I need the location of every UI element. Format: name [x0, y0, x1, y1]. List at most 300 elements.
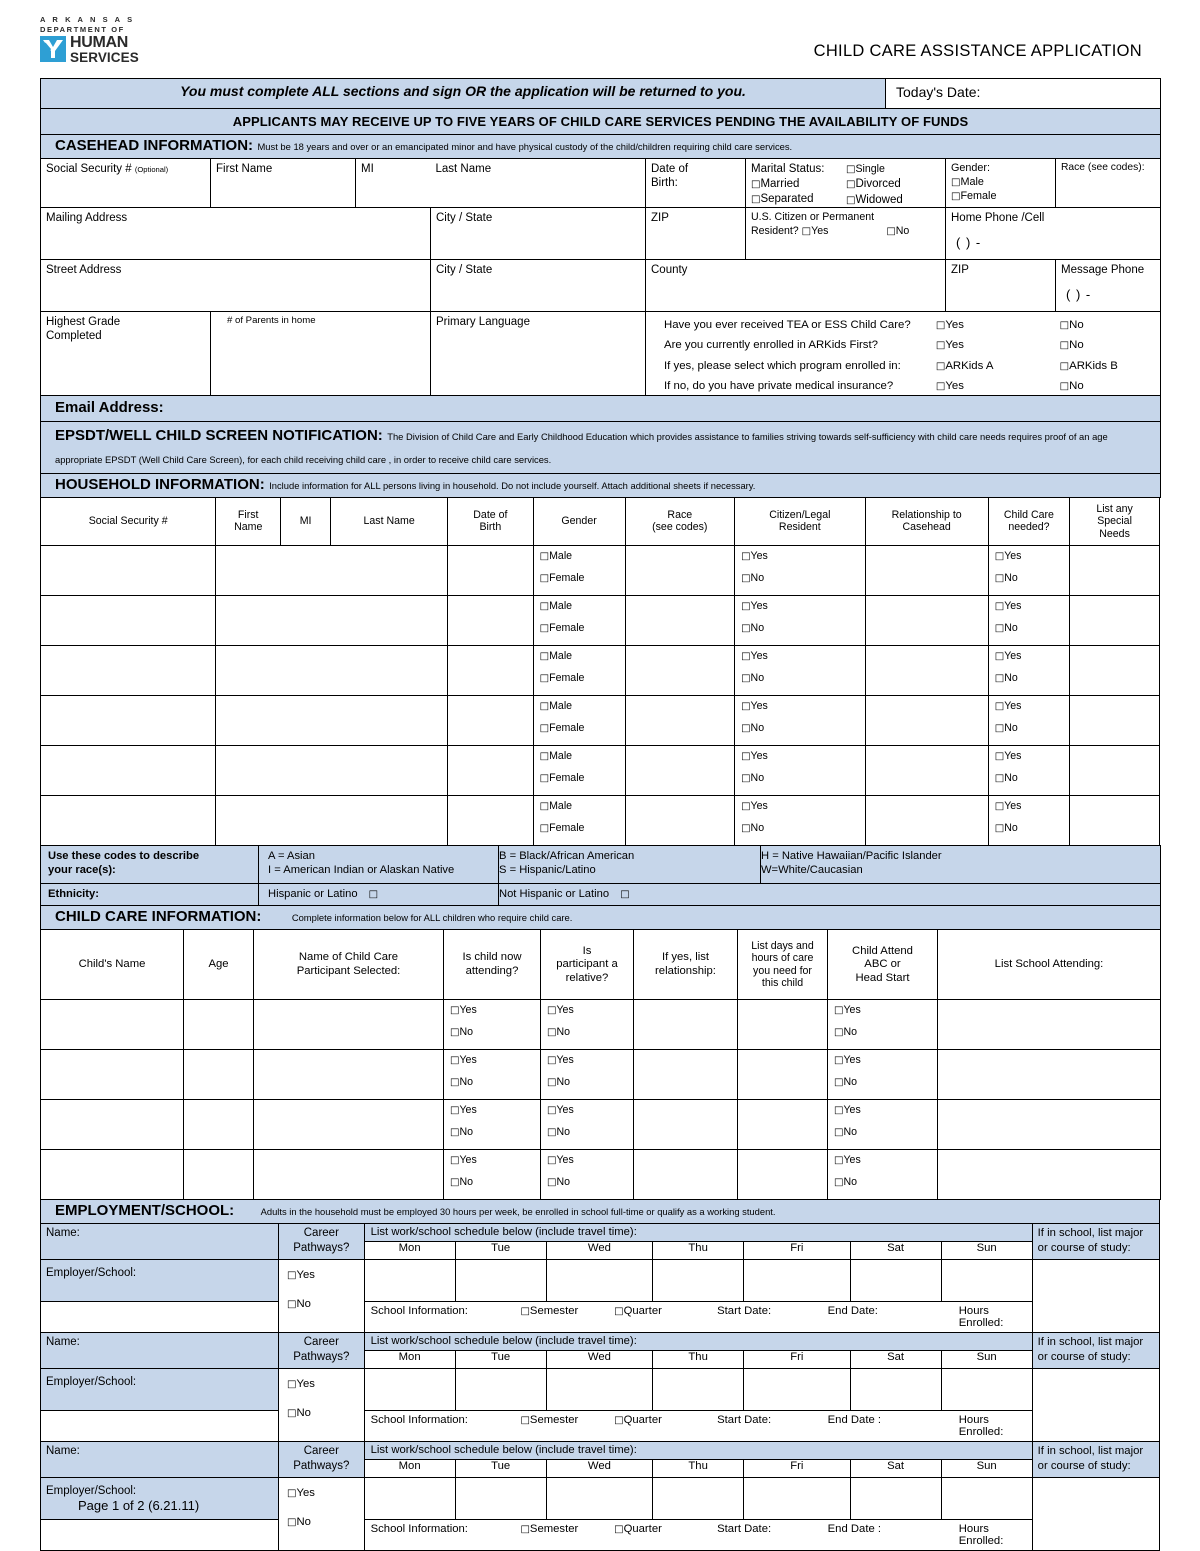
household-citizen-cell[interactable]: □Yes □No [735, 645, 865, 695]
mi-field[interactable] [356, 158, 431, 208]
checkbox-icon[interactable]: □ [539, 650, 550, 662]
schedule-cell-thu[interactable] [653, 1260, 744, 1302]
checkbox-icon[interactable]: □ [994, 600, 1005, 612]
childcare-days-hours-cell[interactable] [738, 1000, 828, 1050]
schedule-cell-sun[interactable] [941, 1478, 1032, 1520]
ssn-field[interactable] [41, 158, 211, 208]
checkbox-icon[interactable]: □ [1059, 320, 1070, 331]
checkbox-icon[interactable]: □ [539, 672, 550, 684]
question-text: Have you ever received TEA or ESS Child Care? [664, 319, 911, 331]
checkbox-icon[interactable]: □ [741, 722, 751, 734]
street-zip-field[interactable] [946, 260, 1056, 312]
career-pathways-options-cell[interactable]: □Yes □No [279, 1260, 365, 1333]
schedule-cell-thu[interactable] [653, 1369, 744, 1411]
childcare-abc-cell[interactable]: □Yes □No [828, 1050, 938, 1100]
checkbox-icon[interactable]: □ [834, 1177, 844, 1189]
highest-grade-label-line1: Highest Grade [46, 316, 121, 328]
childcare-days-hours-cell[interactable] [738, 1150, 828, 1200]
race-codes-col1: A = Asian I = American Indian or Alaskan Native [259, 845, 499, 883]
checkbox-icon[interactable]: □ [741, 700, 751, 712]
street-address-field[interactable] [41, 260, 431, 312]
question-option-1[interactable]: □Yes [935, 319, 964, 331]
gender-female-checkbox[interactable]: □ [951, 191, 961, 203]
childcare-attending-cell[interactable]: □Yes □No [444, 1150, 541, 1200]
email-address-field[interactable] [41, 395, 1161, 421]
childcare-relative-cell[interactable]: □Yes □No [541, 1000, 634, 1050]
household-citizen-cell[interactable]: □Yes □No [735, 795, 865, 845]
household-name-cell[interactable] [216, 795, 448, 845]
household-race-cell[interactable] [625, 545, 735, 595]
semester-option[interactable]: □Semester [520, 1305, 579, 1318]
checkbox-icon[interactable]: □ [834, 1005, 844, 1017]
checkbox-icon[interactable]: □ [547, 1127, 557, 1139]
citizen-yes-checkbox[interactable]: □ [801, 225, 812, 237]
household-race-cell[interactable] [625, 595, 735, 645]
childcare-school-cell[interactable] [938, 1000, 1161, 1050]
checkbox-icon[interactable]: □ [935, 381, 946, 393]
street-city-state-field[interactable] [431, 260, 646, 312]
schedule-cell-wed[interactable] [546, 1260, 652, 1302]
career-pathways-no-checkbox[interactable]: □ [287, 1516, 297, 1528]
employment-block [40, 1441, 1160, 1551]
household-special-needs-cell[interactable] [1070, 595, 1160, 645]
checkbox-icon[interactable]: □ [539, 800, 550, 812]
schedule-cell-tue[interactable] [455, 1260, 546, 1302]
childcare-name-cell[interactable] [41, 1100, 184, 1150]
household-col-last-name: Last Name [331, 497, 448, 545]
employer-entry-cell[interactable] [41, 1520, 279, 1551]
availability-cell [41, 108, 1161, 134]
household-gender-cell[interactable]: □Male □Female [533, 595, 625, 645]
quarter-checkbox[interactable]: □ [614, 1524, 624, 1536]
checkbox-icon[interactable]: □ [741, 822, 751, 834]
childcare-row [41, 1150, 1161, 1200]
household-dob-cell[interactable] [448, 745, 534, 795]
childcare-school-cell[interactable] [938, 1050, 1161, 1100]
checkbox-icon[interactable]: □ [935, 340, 946, 352]
first-name-label: First Name [216, 162, 273, 175]
childcare-name-cell[interactable] [41, 1050, 184, 1100]
household-gender-cell[interactable]: □Male □Female [533, 645, 625, 695]
checkbox-icon[interactable]: □ [450, 1055, 460, 1067]
marital-married-checkbox[interactable]: □ [751, 178, 761, 190]
checkbox-icon[interactable]: □ [994, 572, 1005, 584]
schedule-cell-sun[interactable] [941, 1369, 1032, 1411]
major-entry-cell[interactable] [1032, 1260, 1159, 1333]
household-ssn-cell[interactable] [41, 695, 216, 745]
checkbox-icon[interactable]: □ [547, 1077, 557, 1089]
checkbox-icon[interactable]: □ [741, 572, 751, 584]
household-race-cell[interactable] [625, 745, 735, 795]
quarter-option[interactable]: □Quarter [614, 1305, 662, 1318]
career-pathways-no-checkbox[interactable]: □ [287, 1298, 297, 1310]
day-header-mon: Mon [364, 1351, 455, 1369]
schedule-label-cell: List work/school schedule below (include travel time): [364, 1442, 1032, 1460]
checkbox-icon[interactable]: □ [834, 1105, 844, 1117]
household-ssn-cell[interactable] [41, 545, 216, 595]
schedule-cell-fri[interactable] [744, 1478, 850, 1520]
household-citizen-cell[interactable]: □Yes □No [735, 695, 865, 745]
checkbox-icon[interactable]: □ [539, 700, 550, 712]
childcare-attending-cell[interactable]: □Yes □No [444, 1000, 541, 1050]
end-date-label: End Date : [827, 1523, 882, 1536]
question-option-2[interactable]: □ARKids B [1059, 359, 1118, 372]
checkbox-icon[interactable]: □ [741, 650, 751, 662]
last-name-field[interactable] [431, 158, 646, 208]
schedule-cell-fri[interactable] [744, 1260, 850, 1302]
household-gender-cell[interactable]: □Male □Female [533, 795, 625, 845]
checkbox-icon[interactable]: □ [1059, 381, 1070, 393]
major-label-cell[interactable]: If in school, list major or course of study: [1032, 1333, 1159, 1369]
gender-field[interactable] [946, 158, 1056, 208]
household-citizen-cell[interactable]: □Yes □No [735, 595, 865, 645]
checkbox-icon[interactable]: □ [994, 750, 1005, 762]
employment-title: EMPLOYMENT/SCHOOL: [55, 1202, 235, 1220]
childcare-name-cell[interactable] [41, 1150, 184, 1200]
checkbox-icon[interactable]: □ [539, 750, 550, 762]
childcare-participant-cell[interactable] [254, 1000, 444, 1050]
household-name-cell[interactable] [216, 545, 448, 595]
checkbox-icon[interactable]: □ [1059, 340, 1070, 352]
household-gender-cell[interactable]: □Male □Female [533, 545, 625, 595]
checkbox-icon[interactable]: □ [450, 1177, 460, 1189]
household-ssn-cell[interactable] [41, 795, 216, 845]
household-special-needs-cell[interactable] [1070, 695, 1160, 745]
household-name-cell[interactable] [216, 595, 448, 645]
household-dob-cell[interactable] [448, 695, 534, 745]
race-field[interactable] [1056, 158, 1161, 208]
message-phone-field[interactable] [1056, 260, 1161, 312]
household-name-cell[interactable] [216, 645, 448, 695]
childcare-abc-cell[interactable]: □Yes □No [828, 1000, 938, 1050]
childcare-col-participant: Name of Child Care Participant Selected: [254, 930, 444, 1000]
employer-school-cell[interactable]: Employer/School: [41, 1369, 279, 1411]
schedule-cell-sat[interactable] [850, 1260, 941, 1302]
childcare-days-hours-cell[interactable] [738, 1050, 828, 1100]
checkbox-icon[interactable]: □ [547, 1177, 557, 1189]
childcare-col-age: Age [184, 930, 254, 1000]
schedule-cell-wed[interactable] [546, 1478, 652, 1520]
household-relationship-cell[interactable] [865, 595, 988, 645]
major-entry-cell[interactable] [1032, 1478, 1159, 1551]
checkbox-icon[interactable]: □ [994, 822, 1005, 834]
childcare-age-cell[interactable] [184, 1150, 254, 1200]
checkbox-icon[interactable]: □ [547, 1055, 557, 1067]
career-pathways-options-cell[interactable]: □Yes □No [279, 1369, 365, 1442]
checkbox-icon[interactable]: □ [450, 1027, 460, 1039]
major-entry-cell[interactable] [1032, 1369, 1159, 1442]
employment-name-row [41, 1333, 1160, 1351]
gender-male-checkbox[interactable]: □ [951, 176, 961, 188]
childcare-participant-cell[interactable] [254, 1150, 444, 1200]
childcare-col-relative: Is participant a relative? [541, 930, 634, 1000]
household-childcare-cell[interactable]: □Yes □No [988, 595, 1069, 645]
county-field[interactable] [646, 260, 946, 312]
checkbox-icon[interactable]: □ [994, 650, 1005, 662]
childcare-age-cell[interactable] [184, 1000, 254, 1050]
checkbox-icon[interactable]: □ [935, 360, 946, 372]
household-col-childcare-needed: Child Care needed? [988, 497, 1069, 545]
question-option-1[interactable]: □ARKids A [935, 359, 994, 372]
checkbox-icon[interactable]: □ [539, 550, 550, 562]
household-dob-cell[interactable] [448, 795, 534, 845]
email-address-label: Email Address: [55, 398, 164, 416]
household-relationship-cell[interactable] [865, 745, 988, 795]
checkbox-icon[interactable]: □ [741, 772, 751, 784]
household-dob-cell[interactable] [448, 545, 534, 595]
career-pathways-yes-checkbox[interactable]: □ [287, 1379, 297, 1391]
marital-divorced-checkbox[interactable]: □ [846, 179, 856, 190]
todays-date-cell[interactable] [886, 79, 1161, 109]
quarter-checkbox[interactable]: □ [614, 1415, 624, 1427]
career-pathways-no-checkbox[interactable]: □ [287, 1407, 297, 1419]
childcare-abc-cell[interactable]: □Yes □No [828, 1150, 938, 1200]
checkbox-icon[interactable]: □ [539, 822, 550, 834]
childcare-days-hours-cell[interactable] [738, 1100, 828, 1150]
schedule-cell-sat[interactable] [850, 1369, 941, 1411]
schedule-cell-mon[interactable] [364, 1478, 455, 1520]
ethnicity-not-hispanic-cell[interactable] [499, 883, 1161, 906]
household-special-needs-cell[interactable] [1070, 645, 1160, 695]
household-relationship-cell[interactable] [865, 645, 988, 695]
childcare-attending-cell[interactable]: □Yes □No [444, 1100, 541, 1150]
question-option-1[interactable]: □Yes [935, 380, 964, 393]
checkbox-icon[interactable]: □ [741, 750, 751, 762]
childcare-relative-cell[interactable]: □Yes □No [541, 1100, 634, 1150]
employment-name-cell[interactable]: Name: [41, 1442, 279, 1478]
checkbox-icon[interactable]: □ [539, 622, 550, 634]
ethnicity-label-cell [41, 883, 259, 906]
employment-name-cell[interactable]: Name: [41, 1224, 279, 1260]
schedule-cell-wed[interactable] [546, 1369, 652, 1411]
checkbox-icon[interactable]: □ [547, 1155, 557, 1167]
checkbox-icon[interactable]: □ [547, 1005, 557, 1017]
childcare-relationship-cell[interactable] [634, 1000, 738, 1050]
semester-checkbox[interactable]: □ [520, 1415, 530, 1427]
checkbox-icon[interactable]: □ [741, 622, 751, 634]
checkbox-icon[interactable]: □ [1059, 360, 1070, 372]
household-relationship-cell[interactable] [865, 545, 988, 595]
marital-status-field[interactable] [746, 158, 946, 208]
childcare-section-header-row [41, 906, 1161, 930]
quarter-checkbox[interactable]: □ [614, 1306, 624, 1318]
household-dob-cell[interactable] [448, 595, 534, 645]
ethnicity-hispanic-cell[interactable] [259, 883, 499, 906]
home-phone-field[interactable] [946, 208, 1161, 260]
schedule-cell-fri[interactable] [744, 1369, 850, 1411]
household-ssn-cell[interactable] [41, 745, 216, 795]
school-information-cell[interactable] [364, 1411, 1032, 1442]
employer-entry-cell[interactable] [41, 1302, 279, 1333]
start-date-label: Start Date: [717, 1523, 772, 1536]
childcare-school-cell[interactable] [938, 1100, 1161, 1150]
household-relationship-cell[interactable] [865, 695, 988, 745]
career-pathways-yes-checkbox[interactable]: □ [287, 1488, 297, 1500]
checkbox-icon[interactable]: □ [547, 1027, 557, 1039]
childcare-relationship-cell[interactable] [634, 1100, 738, 1150]
schedule-cell-tue[interactable] [455, 1369, 546, 1411]
question-option-2[interactable]: □No [1059, 319, 1084, 331]
question-option-1[interactable]: □Yes [935, 339, 964, 352]
childcare-relative-cell[interactable]: □Yes □No [541, 1150, 634, 1200]
race-codes-col3: H = Native Hawaiian/Pacific Islander W=White/Caucasian [761, 845, 1161, 883]
childcare-table [40, 929, 1161, 1200]
employer-school-cell[interactable]: Employer/School: [41, 1260, 279, 1302]
childcare-name-cell[interactable] [41, 1000, 184, 1050]
quarter-option[interactable]: □Quarter [614, 1523, 662, 1536]
childcare-attending-cell[interactable]: □Yes □No [444, 1050, 541, 1100]
checkbox-icon[interactable]: □ [741, 800, 751, 812]
checkbox-icon[interactable]: □ [539, 600, 550, 612]
gender-label: Gender: [951, 161, 991, 174]
semester-checkbox[interactable]: □ [520, 1524, 530, 1536]
checkbox-icon[interactable]: □ [539, 572, 550, 584]
checkbox-icon[interactable]: □ [539, 722, 550, 734]
checkbox-icon[interactable]: □ [450, 1077, 460, 1089]
marital-single-checkbox[interactable]: □ [846, 163, 856, 175]
citizen-no-checkbox[interactable]: □ [886, 225, 896, 237]
checkbox-icon[interactable]: □ [539, 772, 550, 784]
schedule-cell-thu[interactable] [653, 1478, 744, 1520]
question-option-2[interactable]: □No [1059, 380, 1084, 393]
childcare-abc-cell[interactable]: □Yes □No [828, 1100, 938, 1150]
household-race-cell[interactable] [625, 645, 735, 695]
career-pathways-label-cell: Career Pathways? [279, 1224, 365, 1260]
household-childcare-cell[interactable]: □Yes □No [988, 795, 1069, 845]
checkbox-icon[interactable]: □ [994, 800, 1005, 812]
checkbox-icon[interactable]: □ [994, 550, 1005, 562]
childcare-participant-cell[interactable] [254, 1050, 444, 1100]
checkbox-icon[interactable]: □ [741, 600, 751, 612]
childcare-header-row [41, 930, 1161, 1000]
ethnicity-hispanic-checkbox[interactable]: □ [368, 888, 379, 900]
checkbox-icon[interactable]: □ [450, 1155, 460, 1167]
casehead-title: CASEHEAD INFORMATION: [55, 136, 254, 154]
household-ssn-cell[interactable] [41, 595, 216, 645]
employment-name-row [41, 1224, 1160, 1242]
primary-language-field[interactable] [431, 312, 646, 396]
household-citizen-cell[interactable]: □Yes □No [735, 745, 865, 795]
mailing-city-state-field[interactable] [431, 208, 646, 260]
career-pathways-yes-checkbox[interactable]: □ [287, 1270, 297, 1282]
checkbox-icon[interactable]: □ [450, 1105, 460, 1117]
childcare-school-cell[interactable] [938, 1150, 1161, 1200]
checkbox-icon[interactable]: □ [741, 550, 751, 562]
household-childcare-cell[interactable]: □Yes □No [988, 695, 1069, 745]
parents-in-home-field[interactable] [211, 312, 431, 396]
household-ssn-cell[interactable] [41, 645, 216, 695]
household-gender-cell[interactable]: □Male □Female [533, 695, 625, 745]
household-childcare-cell[interactable]: □Yes □No [988, 645, 1069, 695]
checkbox-icon[interactable]: □ [834, 1077, 844, 1089]
household-childcare-cell[interactable]: □Yes □No [988, 745, 1069, 795]
marital-widowed-checkbox[interactable]: □ [846, 194, 856, 206]
semester-option[interactable]: □Semester [520, 1414, 579, 1427]
marital-separated-checkbox[interactable]: □ [751, 194, 761, 206]
first-name-field[interactable] [211, 158, 356, 208]
schedule-cell-sun[interactable] [941, 1260, 1032, 1302]
checkbox-icon[interactable]: □ [834, 1155, 844, 1167]
checkbox-icon[interactable]: □ [935, 320, 946, 331]
checkbox-icon[interactable]: □ [450, 1005, 460, 1017]
dob-field[interactable] [646, 158, 746, 208]
childcare-participant-cell[interactable] [254, 1100, 444, 1150]
checkbox-icon[interactable]: □ [834, 1127, 844, 1139]
childcare-relationship-cell[interactable] [634, 1050, 738, 1100]
ethnicity-not-hispanic-checkbox[interactable]: □ [620, 888, 630, 900]
semester-checkbox[interactable]: □ [520, 1306, 530, 1318]
household-childcare-cell[interactable]: □Yes □No [988, 545, 1069, 595]
checkbox-icon[interactable]: □ [450, 1127, 460, 1139]
household-special-needs-cell[interactable] [1070, 795, 1160, 845]
household-special-needs-cell[interactable] [1070, 545, 1160, 595]
household-name-cell[interactable] [216, 745, 448, 795]
end-date-label: End Date: [827, 1305, 878, 1318]
employer-school-cell[interactable]: Employer/School: [41, 1478, 279, 1520]
schedule-cell-mon[interactable] [364, 1260, 455, 1302]
marital-separated-label: Separated [760, 193, 814, 206]
checkbox-icon[interactable]: □ [994, 622, 1005, 634]
school-information-cell[interactable] [364, 1520, 1032, 1551]
schedule-cell-tue[interactable] [455, 1478, 546, 1520]
checkbox-icon[interactable]: □ [994, 672, 1005, 684]
county-label: County [651, 264, 688, 276]
checkbox-icon[interactable]: □ [741, 672, 751, 684]
checkbox-icon[interactable]: □ [994, 722, 1005, 734]
schedule-cell-mon[interactable] [364, 1369, 455, 1411]
school-information-cell[interactable] [364, 1302, 1032, 1333]
major-label-cell[interactable]: If in school, list major or course of study: [1032, 1442, 1159, 1478]
childcare-age-cell[interactable] [184, 1050, 254, 1100]
household-name-cell[interactable] [216, 695, 448, 745]
household-gender-cell[interactable]: □Male □Female [533, 745, 625, 795]
mailing-zip-field[interactable] [646, 208, 746, 260]
checkbox-icon[interactable]: □ [547, 1105, 557, 1117]
schedule-cell-sat[interactable] [850, 1478, 941, 1520]
checkbox-icon[interactable]: □ [834, 1055, 844, 1067]
household-race-cell[interactable] [625, 695, 735, 745]
employment-name-cell[interactable]: Name: [41, 1333, 279, 1369]
quarter-option[interactable]: □Quarter [614, 1414, 662, 1427]
household-race-cell[interactable] [625, 795, 735, 845]
childcare-relative-cell[interactable]: □Yes □No [541, 1050, 634, 1100]
mailing-city-state-label: City / State [436, 212, 493, 224]
checkbox-icon[interactable]: □ [994, 772, 1005, 784]
question-option-2[interactable]: □No [1059, 339, 1084, 352]
highest-grade-field[interactable] [41, 312, 211, 396]
household-col-dob: Date of Birth [448, 497, 534, 545]
career-pathways-options-cell[interactable]: □Yes □No [279, 1478, 365, 1551]
childcare-age-cell[interactable] [184, 1100, 254, 1150]
citizen-field[interactable] [746, 208, 946, 260]
household-relationship-cell[interactable] [865, 795, 988, 845]
hours-enrolled-label: Hours Enrolled: [958, 1414, 1004, 1439]
employer-entry-cell[interactable] [41, 1411, 279, 1442]
message-phone-mask: ( ) - [1066, 287, 1092, 303]
household-table [40, 497, 1160, 846]
childcare-relationship-cell[interactable] [634, 1150, 738, 1200]
semester-option[interactable]: □Semester [520, 1523, 579, 1536]
household-citizen-cell[interactable]: □Yes □No [735, 545, 865, 595]
household-special-needs-cell[interactable] [1070, 745, 1160, 795]
ethnicity-hispanic-label: Hispanic or Latino [268, 887, 358, 900]
household-header-cell [41, 473, 1161, 497]
checkbox-icon[interactable]: □ [834, 1027, 844, 1039]
mailing-address-field[interactable] [41, 208, 431, 260]
major-label-cell[interactable]: If in school, list major or course of study: [1032, 1224, 1159, 1260]
checkbox-icon[interactable]: □ [994, 700, 1005, 712]
household-dob-cell[interactable] [448, 645, 534, 695]
